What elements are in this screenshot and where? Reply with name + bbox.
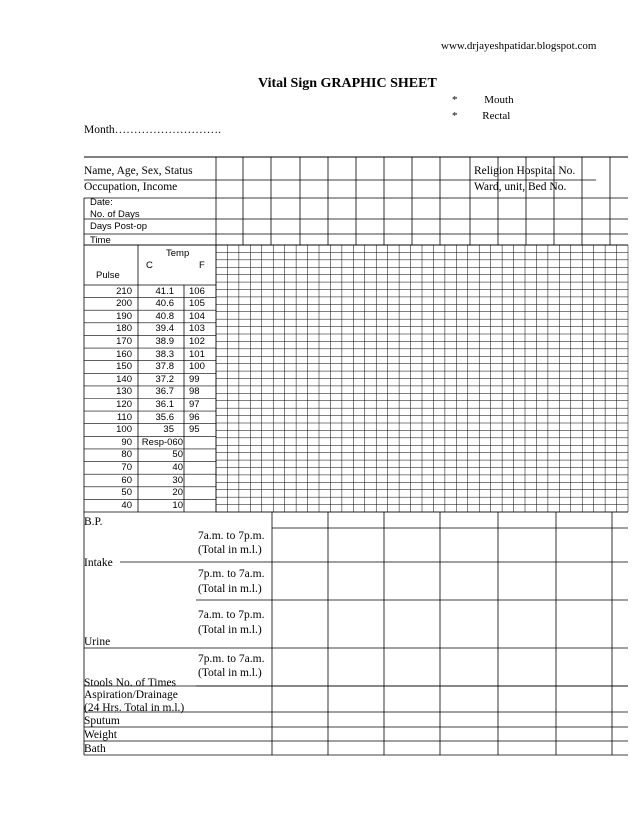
pulse-value: 50 <box>121 487 132 499</box>
weight-label: Weight <box>84 729 117 741</box>
urine-night-shift: 7p.m. to 7a.m. <box>198 653 265 665</box>
intake-night-total: (Total in m.l.) <box>198 583 262 595</box>
pulse-value: 160 <box>116 348 132 360</box>
pulse-value: 40 <box>121 499 132 511</box>
fahrenheit-value: 101 <box>189 348 205 360</box>
celsius-value: 39.4 <box>155 323 174 335</box>
urine-day-total: (Total in m.l.) <box>198 624 262 636</box>
pulse-value: 70 <box>121 462 132 474</box>
day-row-label: No. of Days <box>90 209 140 220</box>
pulse-value: 130 <box>116 386 132 398</box>
celsius-value: 41.1 <box>155 285 174 297</box>
aspiration-label: Aspiration/Drainage <box>84 689 178 701</box>
pulse-value: 90 <box>121 436 132 448</box>
celsius-value: 38.3 <box>155 348 174 360</box>
temp-site-marker: * <box>452 94 458 106</box>
religion-hospital-label: Religion Hospital No. <box>474 165 576 177</box>
fahrenheit-value: 99 <box>189 373 200 385</box>
urine-day-shift: 7a.m. to 7p.m. <box>198 609 265 621</box>
fahrenheit-value: 106 <box>189 285 205 297</box>
fahrenheit-value: 103 <box>189 323 205 335</box>
pulse-value: 150 <box>116 361 132 373</box>
celsius-value: 36.1 <box>155 399 174 410</box>
day-row-label: Time <box>90 235 111 246</box>
bp-label: B.P. <box>84 516 103 528</box>
temp-site-label: Rectal <box>482 110 511 122</box>
pulse-value: 140 <box>116 373 132 385</box>
resp-value: 50 <box>172 449 183 461</box>
intake-night-shift: 7p.m. to 7a.m. <box>198 568 265 580</box>
intake-label: Intake <box>84 557 113 569</box>
intake-day-shift: 7a.m. to 7p.m. <box>198 530 265 542</box>
website-url: www.drjayeshpatidar.blogspot.com <box>441 40 597 52</box>
urine-night-total: (Total in m.l.) <box>198 667 262 679</box>
fahrenheit-value: 102 <box>189 335 205 347</box>
month-field[interactable]: Month………………………. <box>84 124 222 136</box>
pulse-value: 210 <box>116 285 132 297</box>
name-age-sex-label: Name, Age, Sex, Status <box>84 165 193 177</box>
fahrenheit-value: 96 <box>189 411 200 423</box>
fahrenheit-value: 95 <box>189 424 200 436</box>
pulse-value: 200 <box>116 298 132 310</box>
intake-day-total: (Total in m.l.) <box>198 544 262 556</box>
day-row-label: Date: <box>90 197 113 208</box>
fahrenheit-value: 100 <box>189 361 205 373</box>
pulse-value: 170 <box>116 335 132 347</box>
pulse-value: 60 <box>121 474 132 486</box>
celsius-value: 37.8 <box>155 361 174 373</box>
bath-label: Bath <box>84 743 106 755</box>
fahrenheit-value: 98 <box>189 386 200 398</box>
sputum-label: Sputum <box>84 715 120 727</box>
urine-label: Urine <box>84 636 111 648</box>
fahrenheit-value: 104 <box>189 310 205 322</box>
ward-unit-bed-label: Ward, unit, Bed No. <box>474 181 567 193</box>
day-row-label: Days Post-op <box>90 221 148 232</box>
celsius-value: 37.2 <box>155 373 174 385</box>
celsius-value: 35.6 <box>155 411 174 423</box>
celsius-value: 38.9 <box>155 335 174 347</box>
resp-value: 40 <box>172 462 183 474</box>
pulse-value: 100 <box>116 424 132 436</box>
pulse-value: 180 <box>116 323 132 335</box>
resp-value: Resp-060 <box>141 436 183 448</box>
pulse-value: 110 <box>116 411 132 423</box>
celsius-value: 40.8 <box>155 310 174 322</box>
sheet-title: Vital Sign GRAPHIC SHEET <box>258 76 437 91</box>
pulse-value: 120 <box>116 399 132 410</box>
temp-site-label: Mouth <box>484 94 514 106</box>
stools-label: Stools No. of Times <box>84 677 177 689</box>
fahrenheit-label: F <box>199 260 205 271</box>
celsius-value: 40.6 <box>155 298 174 310</box>
occupation-label: Occupation, Income <box>84 181 178 193</box>
temp-label: Temp <box>166 248 190 259</box>
pulse-value: 190 <box>116 310 132 322</box>
resp-value: 30 <box>172 474 183 486</box>
fahrenheit-value: 97 <box>189 399 200 410</box>
temp-site-marker: * <box>452 110 458 122</box>
celsius-value: 35 <box>163 424 174 436</box>
aspiration-total-label: (24 Hrs. Total in m.l.) <box>84 702 185 714</box>
resp-value: 10 <box>172 499 183 511</box>
celsius-label: C <box>146 260 153 271</box>
pulse-value: 80 <box>121 449 132 461</box>
celsius-value: 36.7 <box>155 386 174 398</box>
resp-value: 20 <box>172 487 183 499</box>
fahrenheit-value: 105 <box>189 298 205 310</box>
pulse-label: Pulse <box>96 270 120 281</box>
